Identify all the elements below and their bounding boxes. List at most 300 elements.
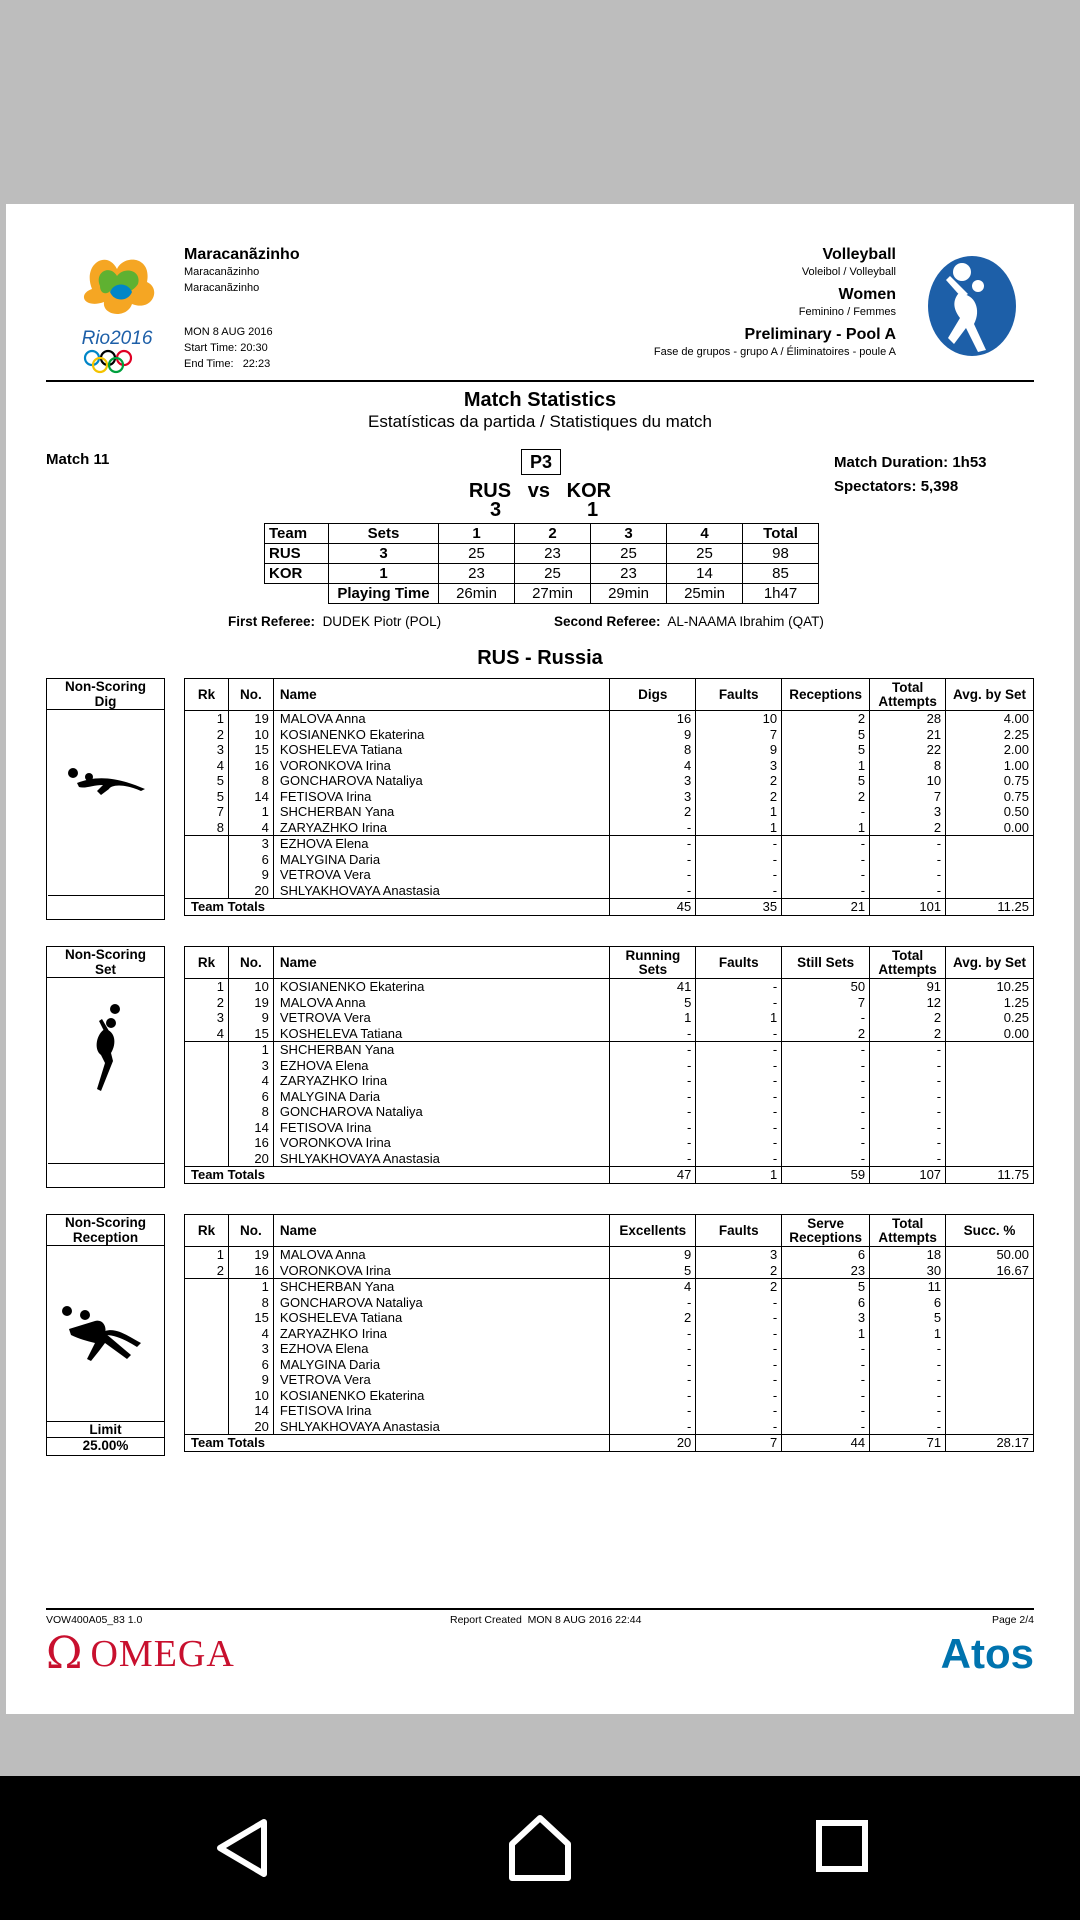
home-icon: [508, 1814, 572, 1882]
cell-average: [946, 836, 1034, 852]
cell-stat-a: 5: [610, 1263, 696, 1279]
score-cell: 14: [667, 564, 743, 584]
player-row: [185, 1341, 1034, 1357]
total-total-attempts: 101: [870, 899, 946, 916]
playing-time-label: Playing Time: [329, 584, 439, 604]
cell-rank: [185, 1089, 229, 1105]
cell-faults: 9: [696, 742, 782, 758]
cell-total-attempts: 18: [870, 1247, 946, 1263]
cell-average: [946, 1104, 1034, 1120]
col-rank: Rk: [185, 679, 229, 711]
team-totals-row: [185, 899, 1034, 916]
score-home: 3: [490, 499, 502, 521]
cell-number: 3: [228, 1341, 273, 1357]
cell-number: 20: [228, 1151, 273, 1167]
cell-faults: -: [696, 1026, 782, 1042]
cell-number: 10: [228, 727, 273, 743]
set-score-header: [265, 524, 819, 544]
team-totals-label: Team Totals: [185, 1167, 610, 1184]
cell-faults: -: [696, 1151, 782, 1167]
recents-button[interactable]: [816, 1820, 868, 1877]
player-row: [185, 1089, 1034, 1105]
cell-number: 3: [228, 1058, 273, 1074]
limit-label: Limit: [89, 1422, 122, 1437]
set-score-table: [264, 523, 819, 604]
cell-stat-a: -: [610, 1135, 696, 1151]
match-code: P3: [521, 449, 561, 475]
cell-number: 14: [228, 789, 273, 805]
playing-time-cell: 25min: [667, 584, 743, 604]
cell-stat-a: 2: [610, 804, 696, 820]
cell-stat-c: -: [782, 1120, 870, 1136]
score-cell: 85: [743, 564, 819, 584]
player-row: [185, 995, 1034, 1011]
player-row: [185, 1058, 1034, 1074]
cell-number: 20: [228, 1419, 273, 1435]
playing-time-cell: 29min: [591, 584, 667, 604]
cell-name: FETISOVA Irina: [273, 789, 610, 805]
cell-stat-c: 5: [782, 727, 870, 743]
cell-name: SHLYAKHOVAYA Anastasia: [273, 1151, 610, 1167]
player-row: [185, 1403, 1034, 1419]
back-button[interactable]: [212, 1816, 272, 1885]
system-nav-bar: [0, 1776, 1080, 1920]
total-average: 28.17: [946, 1435, 1034, 1452]
cell-rank: [185, 867, 229, 883]
cell-stat-a: -: [610, 1073, 696, 1089]
cell-faults: -: [696, 995, 782, 1011]
back-icon: [212, 1816, 272, 1880]
atos-logo: Atos: [940, 1630, 1034, 1677]
total-total-attempts: 107: [870, 1167, 946, 1184]
cell-total-attempts: 5: [870, 1310, 946, 1326]
cell-name: ZARYAZHKO Irina: [273, 1073, 610, 1089]
cell-average: [946, 1042, 1034, 1058]
cell-name: SHCHERBAN Yana: [273, 1279, 609, 1295]
cell-stat-c: -: [782, 1042, 870, 1058]
cell-stat-a: 4: [610, 1279, 696, 1295]
cell-stat-c: 1: [782, 758, 870, 774]
cell-stat-a: 5: [610, 995, 696, 1011]
player-row: [185, 758, 1034, 774]
cell-rank: 1: [185, 979, 229, 995]
cell-stat-c: -: [782, 1372, 870, 1388]
cell-total-attempts: -: [870, 836, 946, 852]
score-away: 1: [587, 499, 599, 521]
cell-number: 3: [228, 836, 273, 852]
cell-number: 6: [228, 1089, 273, 1105]
player-row: [185, 1295, 1034, 1311]
cell-stat-c: 6: [782, 1247, 870, 1263]
cell-stat-a: -: [610, 883, 696, 899]
cell-rank: 2: [185, 727, 229, 743]
score-cell: 25: [439, 544, 515, 564]
cell-name: SHLYAKHOVAYA Anastasia: [273, 1419, 609, 1435]
cell-total-attempts: -: [870, 1151, 946, 1167]
total-faults: 7: [696, 1435, 782, 1452]
page-subtitle: Estatísticas da partida / Statistiques du match: [368, 412, 712, 431]
cell-number: 20: [228, 883, 273, 899]
cell-rank: [185, 883, 229, 899]
cell-faults: -: [696, 1135, 782, 1151]
cell-rank: [185, 1419, 229, 1435]
col-name: Name: [273, 947, 610, 979]
cell-stat-a: 1: [610, 1010, 696, 1026]
cell-average: [946, 852, 1034, 868]
cell-average: [946, 1073, 1034, 1089]
playing-time-cell: 1h47: [743, 584, 819, 604]
col-total-attempts: Total Attempts: [870, 947, 946, 979]
player-row: [185, 1010, 1034, 1026]
team-title: RUS - Russia: [477, 647, 603, 669]
score-team: KOR: [265, 564, 329, 584]
cell-stat-c: 50: [782, 979, 870, 995]
player-row: [185, 1026, 1034, 1042]
total-average: 11.75: [946, 1167, 1034, 1184]
cell-rank: 3: [185, 1010, 229, 1026]
cell-stat-a: -: [610, 1026, 696, 1042]
cell-name: GONCHAROVA Nataliya: [273, 1295, 609, 1311]
score-cell: 25: [667, 544, 743, 564]
set-stats-table: [184, 946, 1034, 1184]
cell-stat-a: -: [610, 1042, 696, 1058]
match-duration: Match Duration: 1h53: [834, 454, 987, 471]
cell-faults: 2: [696, 1279, 782, 1295]
col-total-attempts: Total Attempts: [870, 679, 946, 711]
player-row: [185, 1357, 1034, 1373]
player-row: [185, 1263, 1034, 1279]
dig-side-title: [47, 679, 164, 710]
score-cell: 23: [439, 564, 515, 584]
cell-stat-c: -: [782, 1135, 870, 1151]
cell-number: 9: [228, 1010, 273, 1026]
rio2016-logo: [62, 244, 172, 374]
col-rank: Rk: [185, 1215, 229, 1247]
total-stat-a: 47: [610, 1167, 696, 1184]
reception-stats-table: [184, 1214, 1034, 1452]
cell-number: 1: [228, 804, 273, 820]
cell-name: KOSHELEVA Tatiana: [273, 1310, 609, 1326]
cell-total-attempts: 2: [870, 1010, 946, 1026]
recents-icon: [816, 1820, 868, 1872]
col-sets: Sets: [329, 524, 439, 544]
cell-rank: 2: [185, 1263, 229, 1279]
second-referee-label: Second Referee:: [554, 614, 661, 629]
score-cell: 25: [591, 544, 667, 564]
cell-total-attempts: -: [870, 1058, 946, 1074]
cell-total-attempts: 8: [870, 758, 946, 774]
cell-faults: 3: [696, 758, 782, 774]
cell-rank: 1: [185, 711, 229, 727]
cell-stat-a: -: [610, 1357, 696, 1373]
teams-vs: RUS vs KOR: [468, 480, 612, 502]
side-title-line: Dig: [94, 694, 117, 709]
limit-value: 25.00%: [47, 1437, 164, 1453]
cell-total-attempts: -: [870, 1135, 946, 1151]
cell-name: FETISOVA Irina: [273, 1120, 610, 1136]
cell-number: 16: [228, 1135, 273, 1151]
cell-average: [946, 1326, 1034, 1342]
col-team: Team: [265, 524, 329, 544]
player-row: [185, 742, 1034, 758]
score-cell: 25: [515, 564, 591, 584]
cell-stat-c: 1: [782, 1326, 870, 1342]
player-row: [185, 711, 1034, 727]
cell-name: MALYGINA Daria: [273, 1089, 610, 1105]
cell-name: VETROVA Vera: [273, 1010, 610, 1026]
cell-number: 8: [228, 1295, 273, 1311]
cell-total-attempts: 30: [870, 1263, 946, 1279]
cell-stat-c: -: [782, 1058, 870, 1074]
score-cell: 98: [743, 544, 819, 564]
score-sets: 1: [329, 564, 439, 584]
cell-average: [946, 1372, 1034, 1388]
cell-rank: [185, 836, 229, 852]
cell-average: 16.67: [946, 1263, 1034, 1279]
cell-number: 10: [228, 979, 273, 995]
cell-number: 15: [228, 1310, 273, 1326]
stats-header-row: [185, 947, 1034, 979]
sport-title: Volleyball: [822, 246, 896, 263]
cell-average: 4.00: [946, 711, 1034, 727]
cell-average: 50.00: [946, 1247, 1034, 1263]
cell-stat-a: -: [610, 1295, 696, 1311]
dig-pictogram-icon: [67, 759, 147, 804]
cell-rank: [185, 1372, 229, 1388]
player-row: [185, 1279, 1034, 1295]
cell-name: MALYGINA Daria: [273, 852, 610, 868]
cell-stat-a: 9: [610, 1247, 696, 1263]
cell-name: VORONKOVA Irina: [273, 1263, 609, 1279]
cell-total-attempts: 91: [870, 979, 946, 995]
cell-rank: [185, 852, 229, 868]
side-title-line: Non-Scoring: [65, 679, 146, 694]
score-cell: 23: [591, 564, 667, 584]
dig-stats-table: [184, 678, 1034, 916]
cell-faults: -: [696, 867, 782, 883]
team-totals-row: [185, 1167, 1034, 1184]
cell-number: 14: [228, 1403, 273, 1419]
player-row: [185, 883, 1034, 899]
player-row: [185, 773, 1034, 789]
cell-faults: -: [696, 883, 782, 899]
cell-number: 16: [228, 758, 273, 774]
stats-header-row: [185, 1215, 1034, 1247]
cell-name: VETROVA Vera: [273, 1372, 609, 1388]
cell-stat-c: 2: [782, 1026, 870, 1042]
cell-stat-a: -: [610, 1419, 696, 1435]
cell-stat-c: -: [782, 804, 870, 820]
total-faults: 35: [696, 899, 782, 916]
cell-total-attempts: 10: [870, 773, 946, 789]
col-average: Avg. by Set: [946, 947, 1034, 979]
cell-total-attempts: 2: [870, 1026, 946, 1042]
cell-number: 4: [228, 1073, 273, 1089]
total-stat-c: 21: [782, 899, 870, 916]
cell-number: 6: [228, 1357, 273, 1373]
cell-stat-a: 16: [610, 711, 696, 727]
cell-stat-c: -: [782, 1403, 870, 1419]
set-side-title: [47, 947, 164, 978]
total-average: 11.25: [946, 899, 1034, 916]
cell-average: 10.25: [946, 979, 1034, 995]
player-row: [185, 1372, 1034, 1388]
col-stat-c: Serve Receptions: [782, 1215, 870, 1247]
cell-total-attempts: 6: [870, 1295, 946, 1311]
cell-stat-a: -: [610, 1151, 696, 1167]
cell-stat-c: -: [782, 852, 870, 868]
cell-name: GONCHAROVA Nataliya: [273, 773, 610, 789]
cell-faults: -: [696, 979, 782, 995]
cell-faults: -: [696, 1419, 782, 1435]
cell-faults: -: [696, 1042, 782, 1058]
total-stat-a: 20: [610, 1435, 696, 1452]
sport-sub: Voleibol / Volleyball: [801, 266, 896, 278]
cell-stat-a: -: [610, 1372, 696, 1388]
cell-stat-c: 7: [782, 995, 870, 1011]
cell-number: 9: [228, 1372, 273, 1388]
cell-stat-c: -: [782, 1341, 870, 1357]
col-set1: 1: [439, 524, 515, 544]
doc-code: VOW400A05_83 1.0: [46, 1614, 143, 1626]
cell-stat-c: 1: [782, 820, 870, 836]
cell-rank: 7: [185, 804, 229, 820]
cell-number: 15: [228, 1026, 273, 1042]
cell-average: [946, 1388, 1034, 1404]
cell-faults: -: [696, 1104, 782, 1120]
cell-rank: [185, 1295, 229, 1311]
side-title-line: Reception: [72, 1230, 139, 1245]
cell-rank: [185, 1058, 229, 1074]
team-totals-row: [185, 1435, 1034, 1452]
cell-stat-c: -: [782, 1388, 870, 1404]
cell-number: 16: [228, 1263, 273, 1279]
cell-rank: [185, 1120, 229, 1136]
cell-total-attempts: -: [870, 1372, 946, 1388]
cell-rank: 2: [185, 995, 229, 1011]
cell-name: SHCHERBAN Yana: [273, 804, 610, 820]
cell-rank: [185, 1279, 229, 1295]
cell-total-attempts: 22: [870, 742, 946, 758]
cell-faults: -: [696, 1310, 782, 1326]
cell-number: 8: [228, 1104, 273, 1120]
cell-number: 19: [228, 711, 273, 727]
cell-number: 9: [228, 867, 273, 883]
playing-time-row: [265, 584, 819, 604]
cell-average: [946, 1357, 1034, 1373]
col-set3: 3: [591, 524, 667, 544]
cell-faults: -: [696, 1357, 782, 1373]
cell-stat-a: 8: [610, 742, 696, 758]
cell-stat-c: 5: [782, 742, 870, 758]
end-time: End Time: 22:23: [184, 358, 271, 370]
cell-stat-a: 41: [610, 979, 696, 995]
cell-faults: 3: [696, 1247, 782, 1263]
player-row: [185, 1151, 1034, 1167]
total-total-attempts: 71: [870, 1435, 946, 1452]
cell-name: MALYGINA Daria: [273, 1357, 609, 1373]
cell-number: 19: [228, 1247, 273, 1263]
cell-average: 0.75: [946, 789, 1034, 805]
player-row: [185, 1419, 1034, 1435]
match-number: Match 11: [46, 451, 110, 468]
score-row-kor: [265, 564, 819, 584]
cell-stat-a: -: [610, 836, 696, 852]
col-rank: Rk: [185, 947, 229, 979]
cell-name: SHLYAKHOVAYA Anastasia: [273, 883, 610, 899]
cell-total-attempts: 3: [870, 804, 946, 820]
cell-number: 10: [228, 1388, 273, 1404]
cell-total-attempts: -: [870, 1341, 946, 1357]
team-totals-label: Team Totals: [185, 899, 610, 916]
cell-faults: -: [696, 1326, 782, 1342]
player-row: [185, 1247, 1034, 1263]
cell-rank: 4: [185, 758, 229, 774]
cell-number: 4: [228, 820, 273, 836]
cell-stat-c: -: [782, 1357, 870, 1373]
cell-stat-c: 2: [782, 789, 870, 805]
cell-name: MALOVA Anna: [273, 1247, 609, 1263]
cell-stat-c: -: [782, 1104, 870, 1120]
second-referee-name: AL-NAAMA Ibrahim (QAT): [667, 614, 824, 629]
cell-stat-c: 5: [782, 1279, 870, 1295]
cell-total-attempts: -: [870, 852, 946, 868]
cell-rank: [185, 1310, 229, 1326]
total-faults: 1: [696, 1167, 782, 1184]
cell-stat-c: 6: [782, 1295, 870, 1311]
cell-faults: 1: [696, 804, 782, 820]
cell-faults: -: [696, 1388, 782, 1404]
cell-number: 1: [228, 1279, 273, 1295]
cell-name: EZHOVA Elena: [273, 1341, 609, 1357]
cell-average: 0.00: [946, 820, 1034, 836]
cell-total-attempts: -: [870, 1357, 946, 1373]
cell-faults: 10: [696, 711, 782, 727]
cell-faults: -: [696, 1341, 782, 1357]
score-team: RUS: [265, 544, 329, 564]
volleyball-sport-icon: [924, 254, 1020, 358]
col-stat-c: Receptions: [782, 679, 870, 711]
col-set2: 2: [515, 524, 591, 544]
cell-stat-a: -: [610, 1058, 696, 1074]
cell-total-attempts: -: [870, 1403, 946, 1419]
cell-total-attempts: -: [870, 1073, 946, 1089]
side-title-line: Non-Scoring: [65, 1215, 146, 1230]
cell-name: GONCHAROVA Nataliya: [273, 1104, 610, 1120]
home-button[interactable]: [508, 1814, 572, 1887]
col-stat-a: Excellents: [610, 1215, 696, 1247]
total-stat-c: 44: [782, 1435, 870, 1452]
cell-faults: -: [696, 1120, 782, 1136]
cell-stat-c: 2: [782, 711, 870, 727]
player-row: [185, 1073, 1034, 1089]
cell-stat-a: -: [610, 1388, 696, 1404]
side-title-line: Non-Scoring: [65, 947, 146, 962]
cell-rank: [185, 1341, 229, 1357]
cell-number: 4: [228, 1326, 273, 1342]
cell-stat-a: 3: [610, 773, 696, 789]
first-referee: [228, 614, 441, 629]
cell-rank: [185, 1357, 229, 1373]
team-totals-label: Team Totals: [185, 1435, 610, 1452]
cell-number: 14: [228, 1120, 273, 1136]
cell-average: [946, 1279, 1034, 1295]
cell-stat-a: -: [610, 1120, 696, 1136]
cell-stat-c: -: [782, 1089, 870, 1105]
player-row: [185, 1326, 1034, 1342]
player-row: [185, 867, 1034, 883]
dig-side-box: [46, 678, 165, 920]
